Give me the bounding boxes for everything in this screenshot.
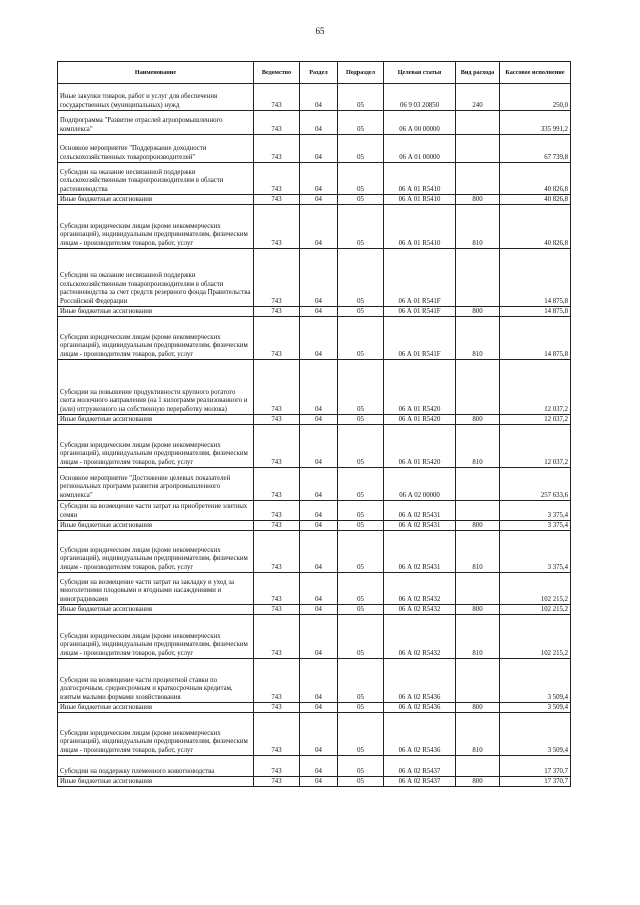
cell-kassa: 14 875,8: [500, 317, 571, 360]
cell-vid: 810: [456, 425, 500, 468]
cell-vid: [456, 468, 500, 501]
cell-name: Субсидии на возмещение части процентной ставки по долгосрочным, среднесрочным и краткосрочным кредитам, взятым малыми формами хозяйствования: [58, 659, 254, 703]
table-row: [58, 703, 571, 713]
cell-razdel: 04: [300, 703, 338, 713]
cell-kassa: 102 215,2: [500, 605, 571, 615]
cell-podrazdel: 05: [338, 360, 384, 415]
cell-razdel: 04: [300, 659, 338, 703]
cell-tselevaya: 06 А 01 R5420: [384, 425, 456, 468]
cell-podrazdel: 05: [338, 195, 384, 205]
cell-vid: 810: [456, 531, 500, 573]
cell-podrazdel: 05: [338, 501, 384, 521]
cell-vid: 810: [456, 615, 500, 659]
cell-tselevaya: 06 А 02 R5436: [384, 713, 456, 756]
cell-tselevaya: 06 А 02 R5431: [384, 521, 456, 531]
cell-name: Иные бюджетные ассигнования: [58, 703, 254, 713]
cell-vedomstvo: 743: [254, 468, 300, 501]
cell-kassa: 14 875,8: [500, 249, 571, 307]
cell-name: Иные бюджетные ассигнования: [58, 777, 254, 787]
cell-vedomstvo: 743: [254, 163, 300, 195]
cell-razdel: 04: [300, 135, 338, 163]
cell-tselevaya: 06 А 02 R5431: [384, 501, 456, 521]
cell-name: Субсидии на оказание несвязанной поддержки сельскохозяйственным товаропроизводителям в области растениеводства за счет средств резервного фонда Правительства Российской Федерации: [58, 249, 254, 307]
cell-razdel: 04: [300, 317, 338, 360]
cell-vedomstvo: 743: [254, 713, 300, 756]
cell-tselevaya: 06 А 02 R5436: [384, 659, 456, 703]
cell-razdel: 04: [300, 615, 338, 659]
cell-podrazdel: 05: [338, 84, 384, 111]
cell-kassa: 40 826,8: [500, 205, 571, 249]
cell-name: Субсидии на повышение продуктивности крупного рогатого скота молочного направления (на 1 килограмм реализованного и (или) отгруженного на собственную переработку молока): [58, 360, 254, 415]
cell-podrazdel: 05: [338, 111, 384, 135]
cell-podrazdel: 05: [338, 605, 384, 615]
cell-razdel: 04: [300, 415, 338, 425]
cell-vedomstvo: 743: [254, 659, 300, 703]
cell-vedomstvo: 743: [254, 249, 300, 307]
table-row: [58, 84, 571, 111]
budget-table: [57, 61, 571, 787]
cell-vedomstvo: 743: [254, 135, 300, 163]
cell-kassa: 102 215,2: [500, 615, 571, 659]
table-row: [58, 713, 571, 756]
cell-vedomstvo: 743: [254, 360, 300, 415]
cell-name: Основное мероприятие "Поддержание доходности сельскохозяйственных товаропроизводителей": [58, 135, 254, 163]
cell-vedomstvo: 743: [254, 501, 300, 521]
cell-name: Субсидии юридическим лицам (кроме некоммерческих организаций), индивидуальным предпринимателям, физическим лицам - производителям товаров, работ, услуг: [58, 531, 254, 573]
header-name: Наименование: [58, 62, 254, 84]
cell-kassa: 250,0: [500, 84, 571, 111]
cell-tselevaya: 06 А 01 R541F: [384, 249, 456, 307]
cell-vid: 800: [456, 521, 500, 531]
table-row: [58, 425, 571, 468]
cell-podrazdel: 05: [338, 249, 384, 307]
cell-kassa: 17 370,7: [500, 756, 571, 777]
cell-vid: 240: [456, 84, 500, 111]
cell-vid: [456, 163, 500, 195]
cell-vedomstvo: 743: [254, 205, 300, 249]
cell-name: Субсидии на поддержку племенного животноводства: [58, 756, 254, 777]
cell-razdel: 04: [300, 163, 338, 195]
cell-podrazdel: 05: [338, 163, 384, 195]
cell-name: Иные закупки товаров, работ и услуг для обеспечения государственных (муниципальных) нужд: [58, 84, 254, 111]
cell-name: Подпрограмма "Развитие отраслей агропромышленного комплекса": [58, 111, 254, 135]
table-row: [58, 249, 571, 307]
cell-vedomstvo: 743: [254, 605, 300, 615]
cell-tselevaya: 06 А 01 R5420: [384, 360, 456, 415]
cell-podrazdel: 05: [338, 777, 384, 787]
cell-vedomstvo: 743: [254, 573, 300, 605]
cell-vid: 800: [456, 415, 500, 425]
cell-tselevaya: 06 А 01 R541F: [384, 317, 456, 360]
cell-tselevaya: 06 А 02 R5432: [384, 573, 456, 605]
cell-vid: [456, 573, 500, 605]
table-row: [58, 317, 571, 360]
cell-name: Субсидии юридическим лицам (кроме некоммерческих организаций), индивидуальным предпринимателям, физическим лицам - производителям товаров, работ, услуг: [58, 425, 254, 468]
cell-name: Субсидии на возмещение части затрат на приобретение элитных семян: [58, 501, 254, 521]
cell-kassa: 3 509,4: [500, 713, 571, 756]
cell-tselevaya: 06 А 02 R5432: [384, 615, 456, 659]
table-body: [58, 84, 571, 787]
page-number: 65: [315, 26, 325, 36]
cell-vedomstvo: 743: [254, 415, 300, 425]
cell-podrazdel: 05: [338, 713, 384, 756]
cell-name: Субсидии юридическим лицам (кроме некоммерческих организаций), индивидуальным предпринимателям, физическим лицам - производителям товаров, работ, услуг: [58, 317, 254, 360]
cell-tselevaya: 06 А 01 R5410: [384, 195, 456, 205]
cell-kassa: 102 215,2: [500, 573, 571, 605]
cell-razdel: 04: [300, 777, 338, 787]
table-row: [58, 501, 571, 521]
cell-kassa: 3 509,4: [500, 703, 571, 713]
cell-vid: 800: [456, 307, 500, 317]
cell-vedomstvo: 743: [254, 777, 300, 787]
cell-razdel: 04: [300, 205, 338, 249]
cell-kassa: 257 633,6: [500, 468, 571, 501]
cell-podrazdel: 05: [338, 425, 384, 468]
cell-vid: [456, 249, 500, 307]
cell-vid: [456, 111, 500, 135]
cell-name: Субсидии на возмещение части затрат на закладку и уход за многолетними плодовыми и ягодными насаждениями и виноградниками: [58, 573, 254, 605]
cell-name: Иные бюджетные ассигнования: [58, 307, 254, 317]
cell-vid: 800: [456, 703, 500, 713]
cell-razdel: 04: [300, 360, 338, 415]
cell-vedomstvo: 743: [254, 307, 300, 317]
cell-vid: 810: [456, 317, 500, 360]
cell-tselevaya: 06 А 01 R5410: [384, 205, 456, 249]
table-row: [58, 615, 571, 659]
cell-tselevaya: 06 А 02 R5437: [384, 777, 456, 787]
cell-name: Субсидии юридическим лицам (кроме некоммерческих организаций), индивидуальным предпринимателям, физическим лицам - производителям товаров, работ, услуг: [58, 205, 254, 249]
cell-tselevaya: 06 А 02 00000: [384, 468, 456, 501]
cell-kassa: 335 991,2: [500, 111, 571, 135]
cell-razdel: 04: [300, 713, 338, 756]
cell-podrazdel: 05: [338, 415, 384, 425]
table-row: [58, 521, 571, 531]
cell-kassa: 40 826,8: [500, 195, 571, 205]
cell-tselevaya: 06 А 02 R5431: [384, 531, 456, 573]
cell-kassa: 67 739,8: [500, 135, 571, 163]
cell-vedomstvo: 743: [254, 317, 300, 360]
table-row: [58, 659, 571, 703]
table-row: [58, 205, 571, 249]
cell-vid: 800: [456, 777, 500, 787]
table-row: [58, 531, 571, 573]
cell-vedomstvo: 743: [254, 703, 300, 713]
cell-tselevaya: 06 А 01 R5410: [384, 163, 456, 195]
cell-razdel: 04: [300, 425, 338, 468]
cell-tselevaya: 06 А 01 00000: [384, 135, 456, 163]
cell-tselevaya: 06 9 03 20850: [384, 84, 456, 111]
table-row: [58, 307, 571, 317]
cell-kassa: 3 375,4: [500, 531, 571, 573]
cell-vid: [456, 360, 500, 415]
cell-podrazdel: 05: [338, 659, 384, 703]
cell-podrazdel: 05: [338, 468, 384, 501]
table-header-row: [58, 62, 571, 84]
cell-tselevaya: 06 А 01 R5420: [384, 415, 456, 425]
cell-podrazdel: 05: [338, 205, 384, 249]
table-row: [58, 360, 571, 415]
cell-tselevaya: 06 А 00 00000: [384, 111, 456, 135]
table-row: [58, 195, 571, 205]
cell-razdel: 04: [300, 111, 338, 135]
cell-podrazdel: 05: [338, 521, 384, 531]
cell-kassa: 12 037,2: [500, 360, 571, 415]
cell-razdel: 04: [300, 521, 338, 531]
cell-kassa: 12 037,2: [500, 415, 571, 425]
table-row: [58, 777, 571, 787]
cell-podrazdel: 05: [338, 756, 384, 777]
cell-podrazdel: 05: [338, 317, 384, 360]
cell-vedomstvo: 743: [254, 425, 300, 468]
cell-vid: [456, 659, 500, 703]
cell-razdel: 04: [300, 501, 338, 521]
cell-podrazdel: 05: [338, 135, 384, 163]
cell-razdel: 04: [300, 531, 338, 573]
header-kassa: Кассовое исполнение: [500, 62, 571, 84]
header-razdel: Раздел: [300, 62, 338, 84]
cell-kassa: 3 375,4: [500, 501, 571, 521]
cell-name: Субсидии на оказание несвязанной поддержки сельскохозяйственным товаропроизводителям в области растениеводства: [58, 163, 254, 195]
cell-vid: [456, 501, 500, 521]
cell-vedomstvo: 743: [254, 195, 300, 205]
cell-vid: 810: [456, 205, 500, 249]
table-row: [58, 468, 571, 501]
cell-name: Иные бюджетные ассигнования: [58, 415, 254, 425]
cell-tselevaya: 06 А 02 R5436: [384, 703, 456, 713]
header-vedomstvo: Ведомство: [254, 62, 300, 84]
cell-vid: 800: [456, 195, 500, 205]
cell-name: Иные бюджетные ассигнования: [58, 521, 254, 531]
table-row: [58, 605, 571, 615]
cell-razdel: 04: [300, 249, 338, 307]
cell-tselevaya: 06 А 01 R541F: [384, 307, 456, 317]
cell-vedomstvo: 743: [254, 756, 300, 777]
cell-kassa: 14 875,8: [500, 307, 571, 317]
cell-razdel: 04: [300, 468, 338, 501]
cell-name: Иные бюджетные ассигнования: [58, 195, 254, 205]
cell-name: Основное мероприятие "Достижение целевых показателей региональных программ развития агропромышленного комплекса": [58, 468, 254, 501]
cell-vedomstvo: 743: [254, 531, 300, 573]
table-row: [58, 415, 571, 425]
cell-kassa: 40 826,8: [500, 163, 571, 195]
cell-vedomstvo: 743: [254, 521, 300, 531]
cell-name: Субсидии юридическим лицам (кроме некоммерческих организаций), индивидуальным предпринимателям, физическим лицам - производителям товаров, работ, услуг: [58, 713, 254, 756]
table-row: [58, 163, 571, 195]
cell-kassa: 17 370,7: [500, 777, 571, 787]
cell-vid: 810: [456, 713, 500, 756]
cell-podrazdel: 05: [338, 307, 384, 317]
cell-tselevaya: 06 А 02 R5437: [384, 756, 456, 777]
cell-kassa: 12 037,2: [500, 425, 571, 468]
cell-razdel: 04: [300, 195, 338, 205]
cell-name: Субсидии юридическим лицам (кроме некоммерческих организаций), индивидуальным предпринимателям, физическим лицам - производителям товаров, работ, услуг: [58, 615, 254, 659]
table-row: [58, 756, 571, 777]
table-row: [58, 111, 571, 135]
cell-tselevaya: 06 А 02 R5432: [384, 605, 456, 615]
cell-vid: 800: [456, 605, 500, 615]
table-row: [58, 573, 571, 605]
cell-vid: [456, 135, 500, 163]
cell-razdel: 04: [300, 756, 338, 777]
cell-vedomstvo: 743: [254, 615, 300, 659]
cell-razdel: 04: [300, 605, 338, 615]
cell-kassa: 3 375,4: [500, 521, 571, 531]
cell-name: Иные бюджетные ассигнования: [58, 605, 254, 615]
header-podrazdel: Подраздел: [338, 62, 384, 84]
cell-razdel: 04: [300, 573, 338, 605]
header-tselevaya: Целевая статья: [384, 62, 456, 84]
cell-vedomstvo: 743: [254, 111, 300, 135]
cell-podrazdel: 05: [338, 531, 384, 573]
header-vid: Вид расхода: [456, 62, 500, 84]
cell-kassa: 3 509,4: [500, 659, 571, 703]
cell-podrazdel: 05: [338, 573, 384, 605]
cell-podrazdel: 05: [338, 703, 384, 713]
cell-razdel: 04: [300, 307, 338, 317]
cell-podrazdel: 05: [338, 615, 384, 659]
table-row: [58, 135, 571, 163]
cell-vedomstvo: 743: [254, 84, 300, 111]
cell-vid: [456, 756, 500, 777]
cell-razdel: 04: [300, 84, 338, 111]
